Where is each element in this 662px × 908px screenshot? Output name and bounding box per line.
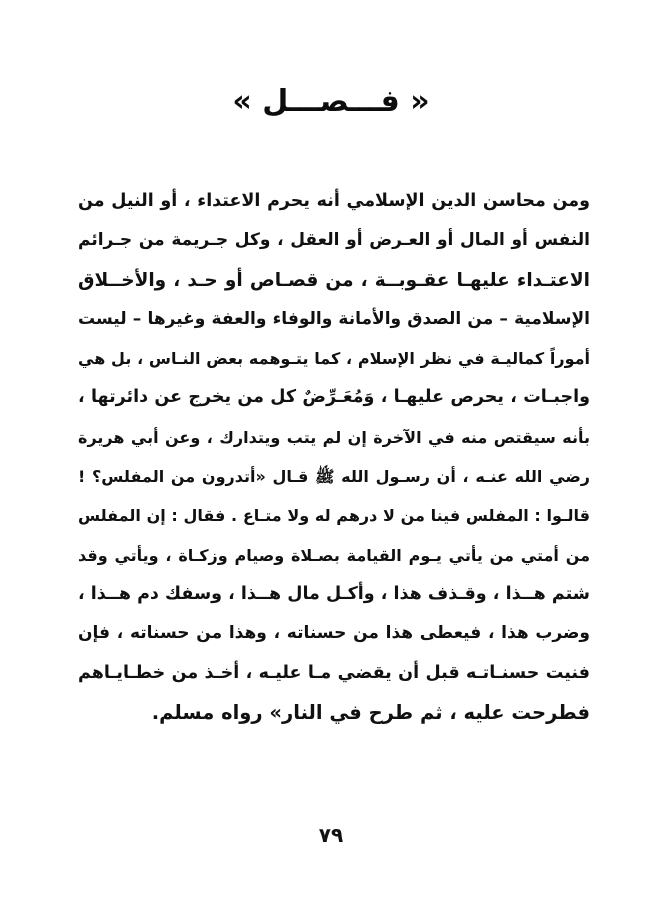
text-line: رضي الله عنـه ، أن رسـول الله ﷺ قـال «أتدرون من المفلس؟ ! bbox=[78, 467, 590, 487]
section-heading: « فـــصـــل » bbox=[232, 84, 430, 119]
text-line: أموراً كماليـة في نظر الإسلام ، كما يتـوهمه بعض النـاس ، بل هي bbox=[78, 349, 590, 369]
text-line-last: فطرحت عليه ، ثم طرح في النار» رواه مسلم. bbox=[151, 700, 590, 724]
text-line: قالـوا : المفلس فينا من لا درهم له ولا متـاع . فقال : إن المفلس bbox=[78, 506, 590, 526]
text-line: من أمتي من يأتي يـوم القيامة بصـلاة وصيام وزكـاة ، ويأتي وقد bbox=[78, 545, 590, 565]
text-line: بأنه سيقتص منه في الآخرة إن لم يتب ويتدارك ، وعن أبي هريرة bbox=[78, 427, 590, 447]
text-line: واجبـات ، يحرص عليهـا ، وَمُعَـرِّضٌ كل من يخرج عن دائرتها ، bbox=[78, 387, 590, 408]
body-text bbox=[78, 182, 590, 732]
text-line: شتم هــذا ، وقـذف هذا ، وأكـل مال هــذا ، وسفك دم هــذا ، bbox=[78, 583, 590, 604]
text-line: النفس أو المال أو العـرض أو العقل ، وكل جـريمة من جـرائم bbox=[78, 230, 590, 251]
text-line: الإسلامية – من الصدق والأمانة والوفاء والعفة وغيرها – ليست bbox=[78, 308, 590, 329]
text-line: فنيت حسنـاتـه قبل أن يقضي مـا عليـه ، أخـذ من خطـايـاهم bbox=[78, 662, 590, 683]
page-number: ٧٩ bbox=[318, 823, 344, 847]
text-line: وضرب هذا ، فيعطى هذا من حسناته ، وهذا من حسناته ، فإن bbox=[78, 623, 590, 644]
text-line: الاعتـداء عليهـا عقـوبــة ، من قصـاص أو حـد ، والأخــلاق bbox=[78, 269, 590, 291]
text-line: ومن محاسن الدين الإسلامي أنه يحرم الاعتداء ، أو النيل من bbox=[78, 191, 590, 211]
